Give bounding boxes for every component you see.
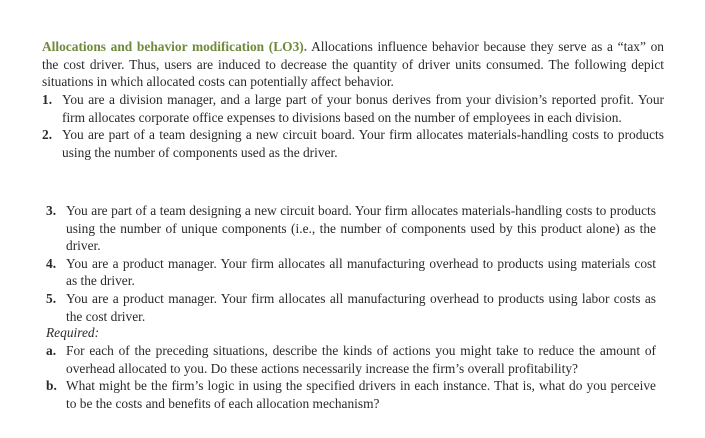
item-number: 1. [42,92,53,107]
list-item [46,290,656,325]
list-item [42,91,664,126]
item-text: You are a division manager, and a large part of your bonus derives from your division’s reported profit. Your firm allocates corporate office expenses to divisions based on the number of employees in each division. [62,92,664,125]
intro-text: Allocations influence behavior because they serve as a “tax” on the cost driver. Thus, users are induced to decrease the quantity of driver units consumed. The following depict situations in which allocated costs can potentially affect behavior. [42,39,665,90]
question-text: For each of the preceding situations, describe the kinds of actions you might take to reduce the amount of overhead allocated to you. Do these actions necessarily increase the firm’s overall profitability? [66,343,656,376]
question-text: What might be the firm’s logic in using the specified drivers in each instance. That is, what do you perceive to be the costs and benefits of each allocation mechanism? [66,378,656,411]
exercise-heading: Allocations and behavior modification (LO3). [42,39,308,54]
question-letter: a. [46,343,57,358]
item-number: 3. [46,203,57,218]
situation-list-part1 [42,91,664,161]
item-number: 5. [46,290,57,306]
list-item [46,255,656,290]
item-number: 2. [42,127,53,143]
question-list [46,342,656,412]
list-item [46,202,656,255]
item-text: You are a product manager. Your firm allocates all manufacturing overhead to products using materials cost as the driver. [66,255,656,289]
item-text: You are a product manager. Your firm allocates all manufacturing overhead to products using labor costs as the cost driver. [66,290,656,324]
item-text: You are part of a team designing a new circuit board. Your firm allocates materials-handling costs to products using the number of components used as the driver. [62,127,664,160]
question-letter: b. [46,378,57,394]
list-item [46,377,656,412]
required-label: Required: [46,325,100,340]
situation-list-part2 [46,202,656,325]
item-text: You are part of a team designing a new circuit board. Your firm allocates materials-handling costs to products using the number of unique components (i.e., the number of components used by this product alone) as the driver. [66,203,656,254]
intro-paragraph [42,38,664,91]
list-item [46,342,656,377]
item-number: 4. [46,255,57,271]
list-item [42,126,664,161]
